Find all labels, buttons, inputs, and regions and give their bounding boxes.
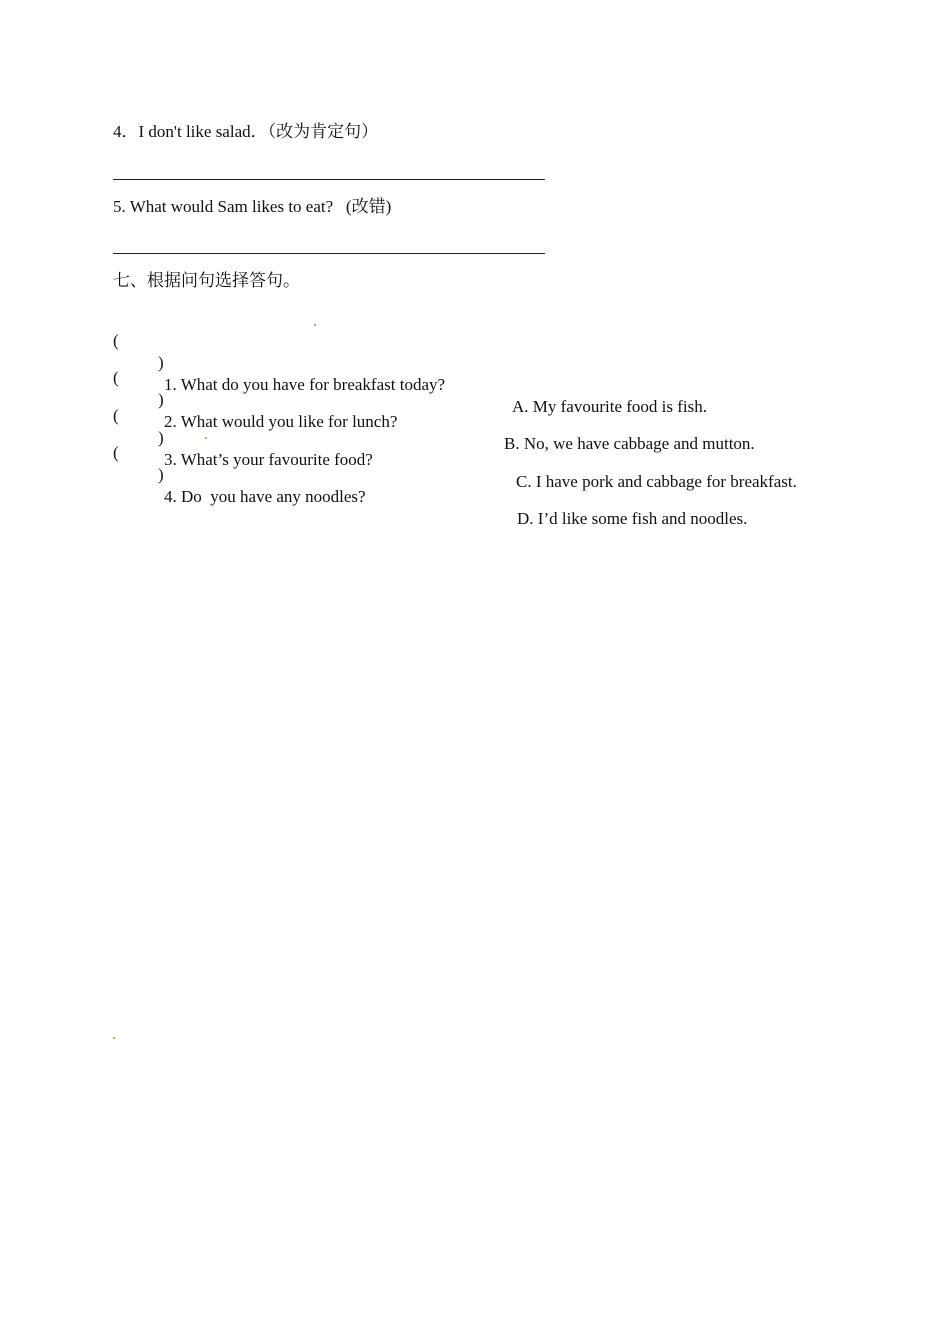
stray-mark [113,1037,115,1039]
section-title: 七、根据问句选择答句。 [113,271,300,290]
answer-blank-close: ) [158,353,164,372]
question-text: 2. What would you like for lunch? [164,412,398,431]
answer-blank-open[interactable]: ( [113,368,119,387]
question-text: 4. Do you have any noodles? [164,487,366,506]
option-text: D. I’d like some fish and noodles. [517,509,748,528]
option-text: A. My favourite food is fish. [512,397,708,416]
answer-blank-open[interactable]: ( [113,443,119,462]
answer-blank-open[interactable]: ( [113,331,119,350]
question-text: 3. What’s your favourite food? [164,450,373,469]
sentence-task-5: 5. What would Sam likes to eat? (改错) [113,197,392,216]
answer-blank-open[interactable]: ( [113,406,119,425]
option-text: B. No, we have cabbage and mutton. [504,434,755,453]
answer-blank-close: ) [158,428,164,447]
option-text: C. I have pork and cabbage for breakfast. [516,472,797,491]
stray-mark [205,437,207,439]
answer-blank-close: ) [158,390,164,409]
stray-mark [314,324,316,326]
answer-blank-close: ) [158,465,164,484]
matching-row-1 [113,308,853,416]
sentence-task-4: 4．I don't like salad．（改为肯定句） [113,122,379,141]
answer-line-5[interactable] [113,253,545,254]
question-text: 1. What do you have for breakfast today? [164,375,446,394]
answer-line-4[interactable] [113,179,545,180]
